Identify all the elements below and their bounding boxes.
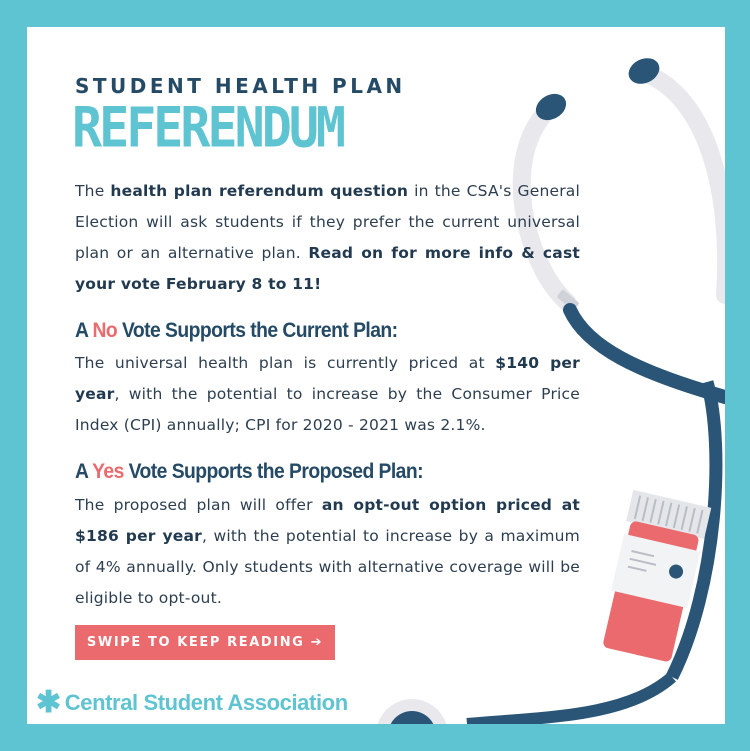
asterisk-icon: ✱ [36, 686, 61, 719]
yes-vote-paragraph: The proposed plan will offer an opt-out option priced at $186 per year, with the potential to increase by a maximum of 4% annually. Only students with alternative coverage will be eligible to opt-out. [75, 496, 580, 607]
brand-logo [36, 688, 348, 718]
brand-name: Central Student Association [64, 690, 348, 715]
no-vote-paragraph: The universal health plan is currently priced at $140 per year, with the potential to increase by the Consumer Price Index (CPI) annually; CPI for 2020 - 2021 was 2.1%. [75, 354, 580, 434]
intro-paragraph: The health plan referendum question in the CSA's General Election will ask students if they prefer the current universal plan or an alternative plan. Read on for more info & cast your vote February 8 to 11! [75, 182, 580, 293]
swipe-to-keep-reading-button[interactable]: SWIPE TO KEEP READING ➔ [75, 625, 335, 660]
poster-card [27, 27, 725, 724]
no-vote-heading: A No Vote Supports the Current Plan: [75, 319, 398, 342]
title-kicker: STUDENT HEALTH PLAN [75, 74, 406, 98]
page-title: REFERENDUM [72, 96, 344, 160]
yes-vote-heading: A Yes Vote Supports the Proposed Plan: [75, 460, 424, 483]
